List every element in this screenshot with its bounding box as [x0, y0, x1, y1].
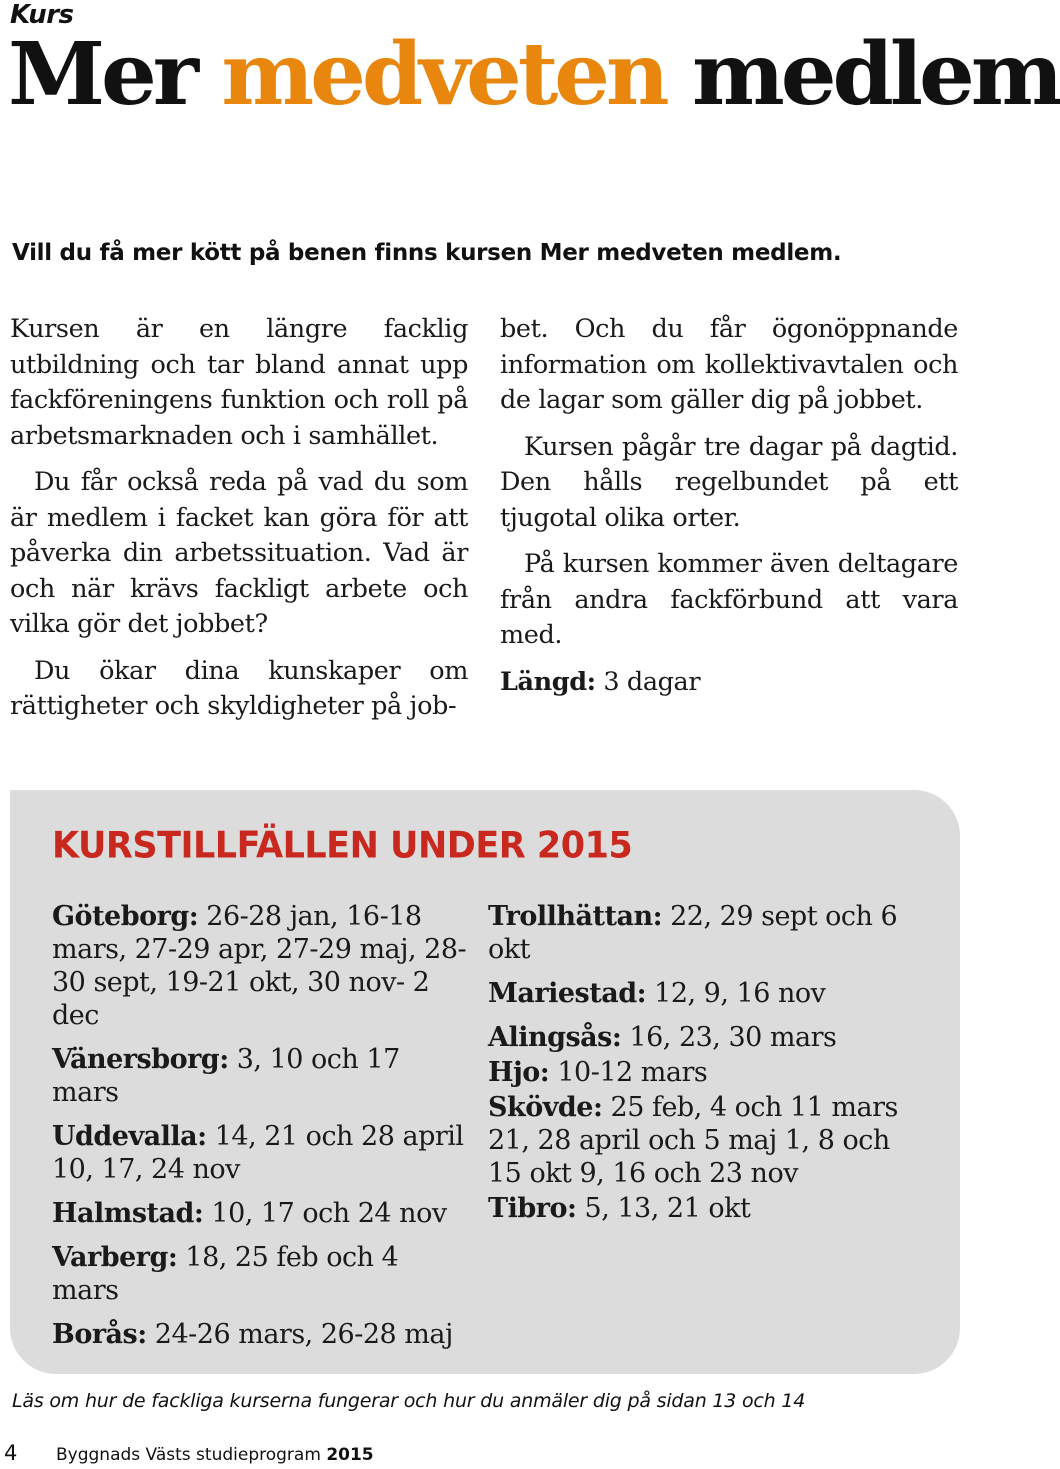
place-name: Varberg:	[52, 1242, 178, 1273]
section-label: Kurs	[10, 0, 74, 30]
length-value: 3 dagar	[595, 666, 701, 697]
footer-note: Läs om hur de fackliga kurserna fungerar och hur du anmäler dig på sidan 13 och 14	[12, 1390, 806, 1412]
schedule-entry	[488, 1021, 928, 1054]
course-length	[500, 665, 958, 701]
place-dates: 10-12 mars	[549, 1057, 708, 1088]
body-paragraph: På kursen kommer även deltagare från andra fackförbund att vara med.	[500, 549, 958, 650]
schedule-title: KURSTILLFÄLLEN UNDER 2015	[52, 825, 633, 867]
place-dates: 22, 29 sept och 6 okt	[488, 901, 898, 965]
body-paragraph: Kursen är en längre facklig utbildning och tar bland annat upp fackföreningens funktion och roll på arbetsmarknaden och i samhället.	[10, 314, 468, 451]
publication-name	[56, 1445, 374, 1465]
place-dates: 5, 13, 21 okt	[576, 1193, 751, 1224]
title-accent-word: medveten	[221, 24, 666, 125]
place-dates: 3, 10 och 17 mars	[52, 1044, 400, 1108]
schedule-entry	[488, 1091, 928, 1190]
body-paragraph: bet. Och du får ögonöppnande information om kollektivavtalen och de lagar som gäller dig på jobbet.	[500, 314, 958, 415]
place-name: Halmstad:	[52, 1198, 204, 1229]
place-name: Tibro:	[488, 1193, 577, 1224]
place-name: Trollhättan:	[488, 901, 663, 932]
place-name: Alingsås:	[488, 1022, 622, 1053]
body-paragraph: Kursen pågår tre dagar på dagtid. Den hålls regelbundet på ett tjugotal olika orter.	[500, 431, 958, 533]
page-number: 4	[4, 1441, 18, 1465]
body-paragraph: Du ökar dina kunskaper om rättigheter och skyldigheter på job-	[10, 655, 468, 721]
place-dates: 18, 25 feb och 4 mars	[52, 1242, 399, 1306]
title-word-3: medlem	[692, 24, 1060, 125]
schedule-entry	[488, 900, 928, 966]
place-dates: 25 feb, 4 och 11 mars 21, 28 april och 5 maj 1, 8 och 15 okt 9, 16 och 23 nov	[488, 1092, 898, 1189]
schedule-entry	[488, 1192, 928, 1225]
place-dates: 26-28 jan, 16-18 mars, 27-29 apr, 27-29 maj, 28-30 sept, 19-21 okt, 30 nov- 2 dec	[52, 901, 467, 1031]
schedule-entry	[52, 1043, 472, 1109]
schedule-entry	[52, 1197, 472, 1230]
schedule-entry	[488, 1056, 928, 1089]
publication-title: Byggnads Västs studieprogram	[56, 1445, 327, 1465]
body-paragraph: Du får också reda på vad du som är medlem i facket kan göra för att påverka din arbetssituation. Vad är och när krävs fackligt arbete och vilka gör det jobbet?	[10, 467, 468, 639]
body-column-right	[500, 312, 958, 711]
lead-text: Vill du få mer kött på benen finns kursen Mer medveten medlem.	[12, 240, 842, 266]
length-label: Längd:	[500, 666, 596, 697]
schedule-entry	[52, 1120, 472, 1186]
place-dates: 12, 9, 16 nov	[646, 978, 826, 1009]
place-dates: 16, 23, 30 mars	[621, 1022, 837, 1053]
place-dates: 24-26 mars, 26-28 maj	[146, 1319, 453, 1350]
schedule-entry	[52, 1241, 472, 1307]
page-title	[8, 24, 1060, 125]
publication-year: 2015	[326, 1445, 374, 1465]
schedule-entry	[488, 977, 928, 1010]
place-name: Hjo:	[488, 1057, 550, 1088]
place-dates: 14, 21 och 28 april 10, 17, 24 nov	[52, 1121, 464, 1185]
body-column-left	[10, 312, 468, 736]
place-dates: 10, 17 och 24 nov	[203, 1198, 447, 1229]
place-name: Uddevalla:	[52, 1121, 207, 1152]
title-word-1: Mer	[8, 24, 195, 125]
place-name: Borås:	[52, 1319, 147, 1350]
place-name: Göteborg:	[52, 901, 199, 932]
schedule-entry	[52, 900, 472, 1032]
place-name: Skövde:	[488, 1092, 603, 1123]
place-name: Mariestad:	[488, 978, 647, 1009]
place-name: Vänersborg:	[52, 1044, 229, 1075]
schedule-column-left	[52, 900, 472, 1362]
schedule-column-right	[488, 900, 928, 1236]
schedule-entry	[52, 1318, 472, 1351]
